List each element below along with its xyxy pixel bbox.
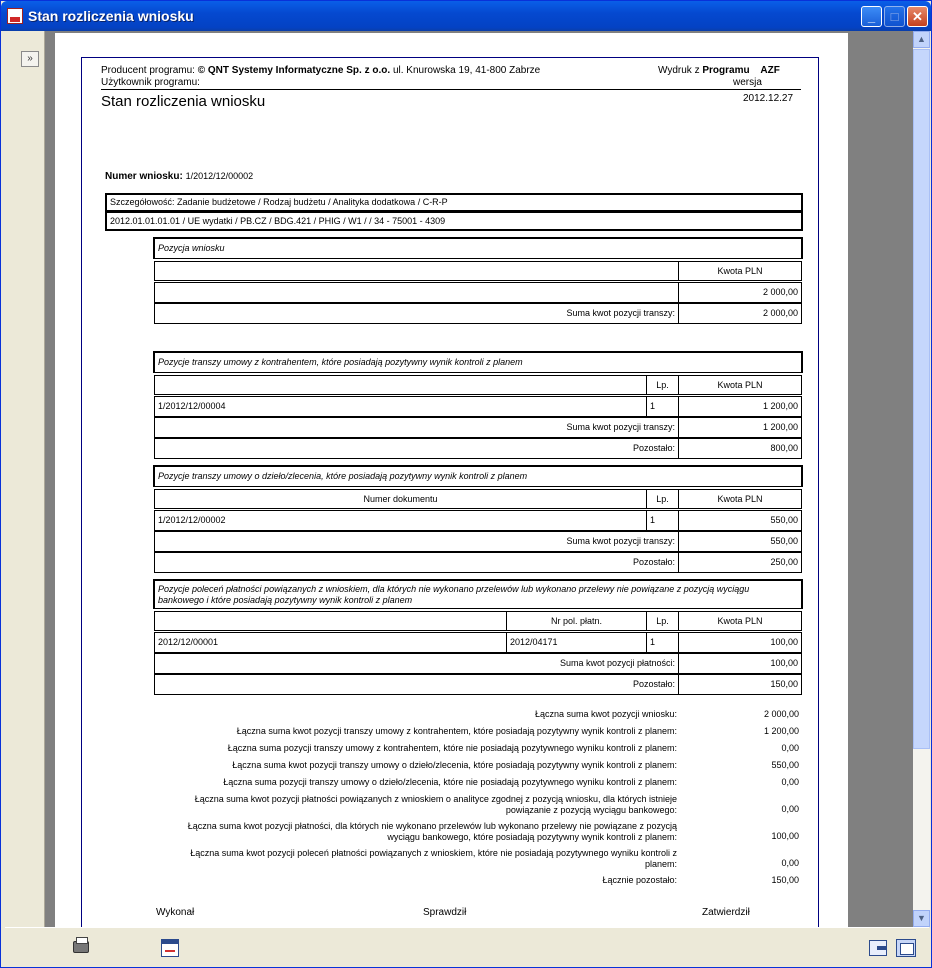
report-page [55,33,848,927]
section2-sum-label: Suma kwot pozycji transzy: [154,417,679,438]
signature-checked: Sprawdził [423,907,467,918]
detail-value: 2012.01.01.01.01 / UE wydatki / PB.CZ / BDG.421 / PHIG / W1 / / 34 - 75001 - 4309 [110,216,446,226]
section3-col-amount: Kwota PLN [678,489,802,509]
section1-header-blank [154,261,679,281]
section4-title-line1: Pozycje poleceń płatności powiązanych z wnioskiem, dla których nie wykonano przelewów lub wykonano przelewy nie powiązane z pozycją wyciągu [158,584,750,594]
version-label: wersja [733,77,762,88]
total-contractor-positive-value: 1 200,00 [763,726,799,736]
total-commission-positive-label: Łączna suma kwot pozycji transzy umowy o dzieło/zlecenia, które posiadają pozytywny wynik kontroli z planem: [232,760,677,770]
section1-row-amount: 2 000,00 [678,282,802,303]
section4-header-blank [154,611,507,631]
section3-col-doc: Numer dokumentu [154,489,647,509]
total-remaining-label: Łącznie pozostało: [602,875,677,885]
report-date: 2012.12.27 [743,93,794,104]
total-request-label: Łączna suma kwot pozycji wniosku: [534,709,677,719]
total-commission-positive-value: 550,00 [771,760,799,770]
section4-title-box [153,579,803,609]
bottom-toolbar [5,927,929,965]
section2-col-amount: Kwota PLN [678,375,802,395]
section2-col-lp: Lp. [646,375,679,395]
section2-row-lp: 1 [646,396,679,417]
section3-title-box [153,465,803,487]
section4-row-nr: 2012/04171 [506,632,647,653]
section4-row-doc: 2012/12/00001 [154,632,507,653]
total-contractor-negative-label: Łączna suma pozycji transzy umowy z kontrahentem, które nie posiadają pozytywnego wyniku kontroli z planem: [227,743,677,753]
total-payments-bank-value: 0,00 [781,804,799,814]
section2-remaining-label: Pozostało: [154,438,679,459]
total-payments-unlinked-label-line2: wyciągu bankowego, które posiadają pozytywny wynik kontroli z planem: [387,832,677,842]
section4-title-line2: bankowego i które posiadają pozytywny wynik kontroli z planem [158,595,413,605]
section1-col-amount: Kwota PLN [678,261,802,281]
section2-sum-value: 1 200,00 [678,417,802,438]
producer-line [101,65,540,76]
report-app-icon[interactable] [7,8,23,24]
section2-title-box [153,351,803,373]
section1-row-doc [154,282,679,303]
section4-sum-label: Suma kwot pozycji płatności: [154,653,679,674]
producer-label: Producent programu: [101,65,195,76]
section3-sum-label: Suma kwot pozycji transzy: [154,531,679,552]
section2-remaining-value: 800,00 [678,438,802,459]
section2-title: Pozycje transzy umowy z kontrahentem, które posiadają pozytywny wynik kontroli z planem [158,357,523,367]
total-payments-unlinked-label-line1: Łączna suma kwot pozycji płatności, dla których nie wykonano przelewów lub wykonano przelewy nie powiązane z pozycją [187,821,677,831]
report-title: Stan rozliczenia wniosku [101,93,266,110]
section3-sum-value: 550,00 [678,531,802,552]
detail-value-box [105,211,803,231]
section4-col-lp: Lp. [646,611,679,631]
section4-remaining-label: Pozostało: [154,674,679,695]
section3-title: Pozycje transzy umowy o dzieło/zlecenia, które posiadają pozytywny wynik kontroli z planem [158,471,528,481]
scroll-up-icon[interactable]: ▲ [913,31,930,48]
exit-button[interactable] [863,934,891,960]
request-number-label: Numer wniosku: [105,171,183,182]
printout-prefix: Wydruk z [658,65,700,76]
detail-header-box [105,193,803,211]
section4-sum-value: 100,00 [678,653,802,674]
request-number [105,171,253,182]
signature-approved: Zatwierdził [702,907,750,918]
window-title: Stan rozliczenia wniosku [28,8,194,24]
report-viewport[interactable] [45,31,913,927]
total-payment-orders-negative-value: 0,00 [781,858,799,868]
request-number-value: 1/2012/12/00002 [185,171,254,181]
section1-title-box [153,237,803,259]
print-button[interactable] [67,934,95,960]
total-commission-negative-label: Łączna suma pozycji transzy umowy o dzieło/zlecenia, które nie posiadają pozytywnego wyniku kontroli z planem: [223,777,677,787]
section4-col-amount: Kwota PLN [678,611,802,631]
total-payments-unlinked-value: 100,00 [771,831,799,841]
scroll-thumb[interactable] [913,49,930,749]
total-payment-orders-negative-label-line2: planem: [644,859,677,869]
section3-remaining-label: Pozostało: [154,552,679,573]
signature-performed: Wykonał [156,907,195,918]
total-payment-orders-negative-label-line1: Łączna suma kwot pozycji poleceń płatności powiązanych z wnioskiem, które nie posiadają pozytywnego wyniku kontroli z [190,848,677,858]
section3-row-amount: 550,00 [678,510,802,531]
header-separator [101,89,801,90]
scroll-down-icon[interactable]: ▼ [913,910,930,927]
section1-title: Pozycja wniosku [158,243,225,253]
producer-name: © QNT Systemy Informatyczne Sp. z o.o. [197,65,391,76]
section1-sum-label: Suma kwot pozycji transzy: [154,303,679,324]
left-panel [5,31,45,927]
section4-remaining-value: 150,00 [678,674,802,695]
section3-row-lp: 1 [646,510,679,531]
maximize-button[interactable]: □ [884,6,905,27]
section3-col-lp: Lp. [646,489,679,509]
calendar-button[interactable] [155,934,183,960]
total-payments-bank-label-line2: powiązanie z pozycją wyciągu bankowego: [505,805,677,815]
program-name: AZF [760,65,780,76]
user-label: Użytkownik programu: [101,77,200,88]
section4-col-nr: Nr pol. płatn. [506,611,647,631]
section4-row-amount: 100,00 [678,632,802,653]
section2-header-blank [154,375,647,395]
detail-header: Szczegółowość: Zadanie budżetowe / Rodzaj budżetu / Analityka dodatkowa / C-R-P [110,197,448,207]
total-contractor-negative-value: 0,00 [781,743,799,753]
total-contractor-positive-label: Łączna suma kwot pozycji transzy umowy z kontrahentem, które posiadają pozytywny wynik kontroli z planem: [236,726,677,736]
close-button[interactable]: ✕ [907,6,928,27]
section2-row-doc: 1/2012/12/00004 [154,396,647,417]
printout-program: Programu [702,65,750,76]
vertical-scrollbar[interactable] [913,31,930,927]
printer-icon [73,941,89,953]
title-bar[interactable] [1,1,931,31]
window-icon [896,939,916,957]
section2-row-amount: 1 200,00 [678,396,802,417]
section1-sum-value: 2 000,00 [678,303,802,324]
window-button[interactable] [891,934,919,960]
total-remaining-value: 150,00 [771,875,799,885]
calendar-icon [161,939,179,957]
producer-address: ul. Knurowska 19, 41-800 Zabrze [392,65,541,76]
total-payments-bank-label-line1: Łączna suma kwot pozycji płatności powiązanych z wnioskiem o analityce zgodnej z pozycją wniosku, dla których istnieje [194,794,677,804]
printout-line [658,65,780,76]
section3-remaining-value: 250,00 [678,552,802,573]
section4-row-lp: 1 [646,632,679,653]
total-commission-negative-value: 0,00 [781,777,799,787]
total-request-value: 2 000,00 [763,709,799,719]
double-chevron-right-icon[interactable]: » [21,51,39,67]
section3-row-doc: 1/2012/12/00002 [154,510,647,531]
exit-icon [869,940,887,956]
minimize-button[interactable]: _ [861,6,882,27]
